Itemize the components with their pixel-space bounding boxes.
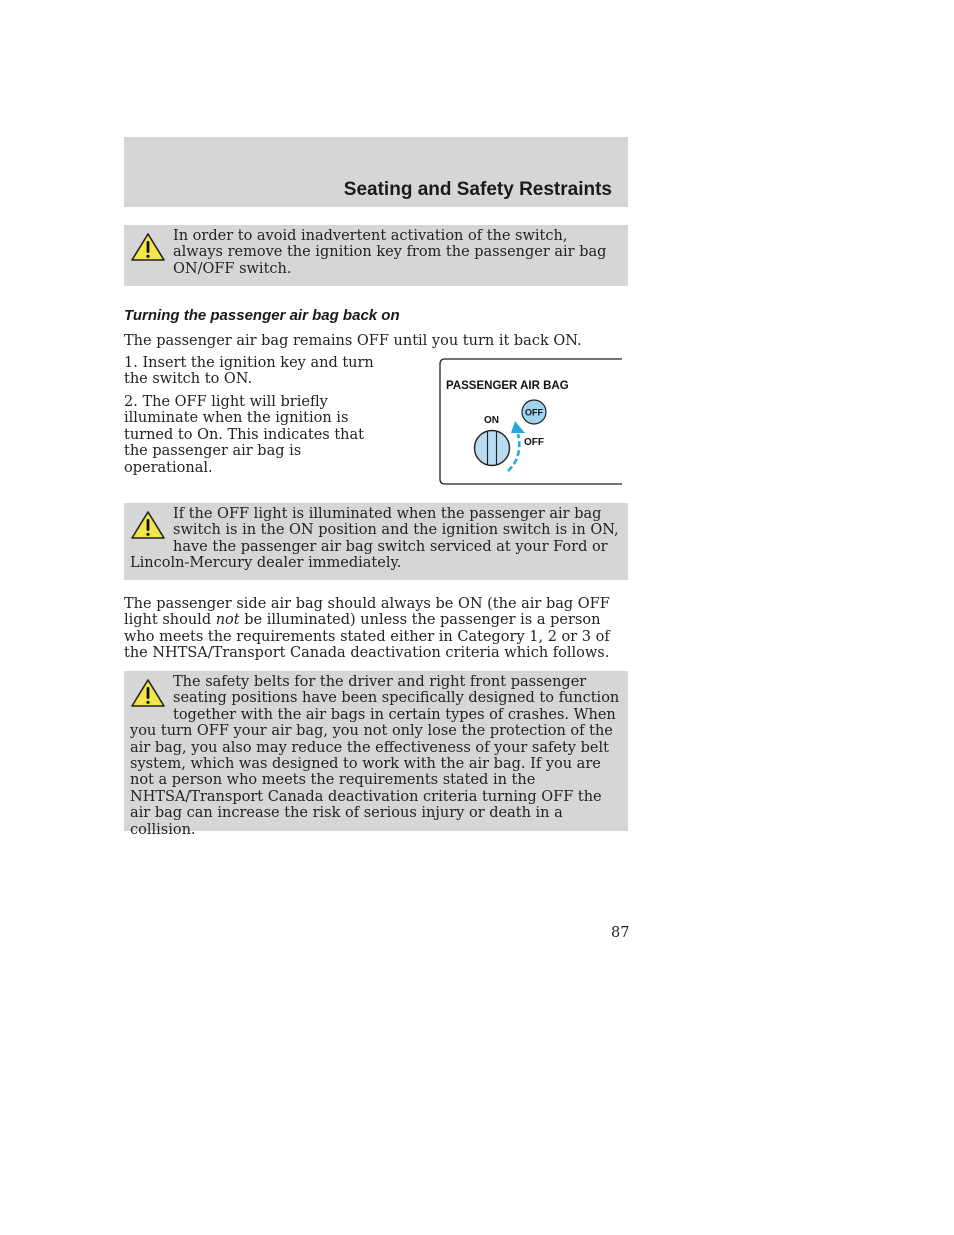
figure-title: PASSENGER AIR BAG [446, 380, 569, 392]
rotation-arrow [508, 434, 519, 471]
step-2-text: 2. The OFF light will briefly illuminate when the ignition is turned to On. This indicates that the passenger air bag is operational. [124, 394, 364, 476]
page-number: 87 [611, 925, 630, 941]
on-label: ON [484, 415, 499, 426]
warning-box-key-removal [124, 225, 628, 286]
warning-box-safety-belts [124, 671, 628, 838]
header-band [124, 137, 628, 207]
ignition-key-switch [475, 431, 510, 466]
section-heading: Turning the passenger air bag back on [124, 307, 400, 324]
off-light-label: OFF [525, 407, 543, 418]
airbag-on-paragraph [124, 596, 616, 662]
airbag-switch-figure [439, 358, 625, 485]
emphasis-not: not [215, 612, 240, 629]
page-title: Seating and Safety Restraints [343, 179, 612, 200]
step-1-text: 1. Insert the ignition key and turn the switch to ON. [124, 355, 374, 388]
paragraph-part-1: The passenger side air bag should always be ON (the air bag OFF light should [124, 596, 610, 629]
intro-text: The passenger air bag remains OFF until you turn it back ON. [124, 333, 582, 349]
paragraph-part-2: be illuminated) unless the passenger is a person who meets the requirements stated either in Category 1, 2 or 3 of the NHTSA/Transport Canada deactivation criteria which follows. [124, 612, 610, 662]
warning-text: The safety belts for the driver and right front passenger seating positions have been specifically designed to function together with the air bags in certain types of crashes. When you turn OFF your air bag, you not only lose the protection of the air bag, you also may reduce the effectiveness of your safety belt system, which was designed to work with the air bag. If you are not a person who meets the requirements stated in the NHTSA/Transport Canada deactivation criteria turning OFF the air bag can increase the risk of serious injury or death in a collision. [130, 674, 620, 838]
arrow-head-icon [511, 421, 525, 433]
warning-box-off-light [124, 503, 628, 580]
warning-text: If the OFF light is illuminated when the passenger air bag switch is in the ON position and the ignition switch is in ON, have the passenger air bag switch serviced at your Ford or Lincoln-Mercury dealer immediately. [130, 506, 619, 572]
off-label: OFF [524, 437, 544, 448]
warning-triangle-icon [130, 232, 166, 262]
warning-text: In order to avoid inadvertent activation of the switch, always remove the ignition key from the passenger air bag ON/OFF switch. [173, 228, 607, 277]
warning-triangle-icon [130, 678, 166, 708]
warning-triangle-icon [130, 510, 166, 540]
